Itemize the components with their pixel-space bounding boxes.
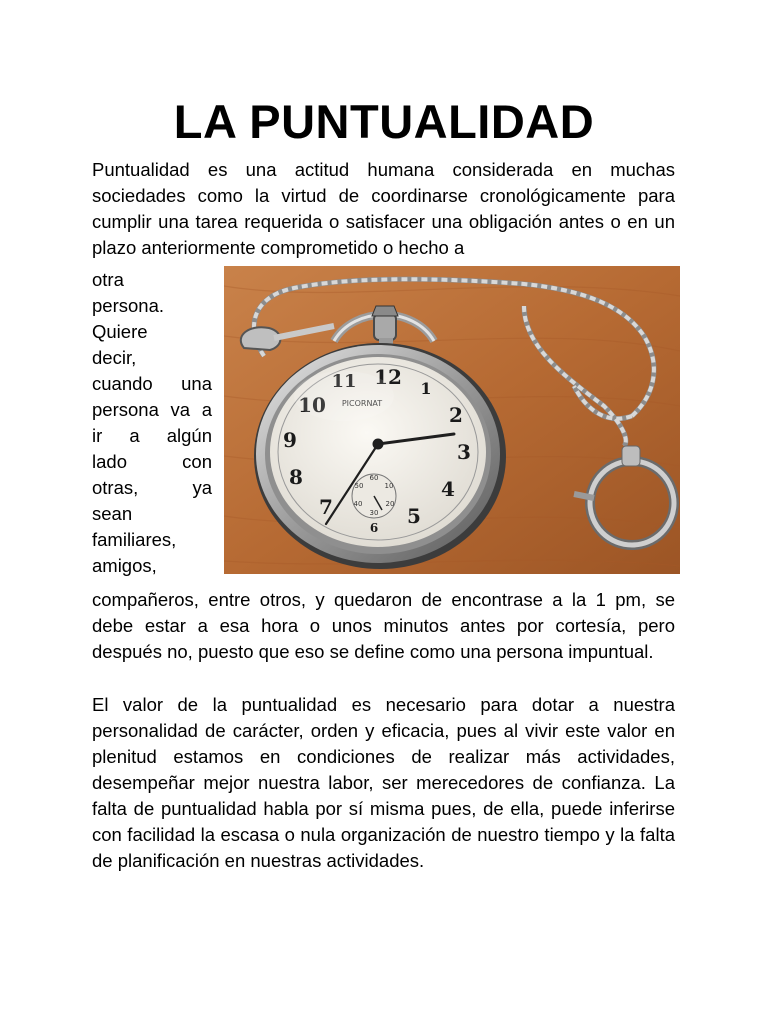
pocket-watch-photo (224, 266, 680, 574)
side-line: otras, ya (92, 477, 212, 498)
page-title: LA PUNTUALIDAD (173, 95, 595, 148)
value-paragraph: El valor de la puntualidad es necesario para dotar a nuestra personalidad de carácter, orden y eficacia, pues al vivir este valor en plenitud estamos en condiciones de realizar más actividades, desempeñar mejor nuestra labor, ser merecedores de confianza. La falta de puntualidad habla por sí misma pues, de ella, puede inferirse con facilidad la escasa o nula organización de nuestro tiempo y la falta de planificación en nuestras actividades. (92, 694, 675, 871)
side-line: decir, (92, 347, 137, 368)
subdial-numeral: 50 (354, 482, 364, 490)
continuation-paragraph: compañeros, entre otros, y quedaron de encontrase a la 1 pm, se debe estar a esa hora o unos minutos antes por cortesía, pero después no, puesto que eso se define como una persona impuntual. (92, 589, 675, 662)
wrapped-text-column (92, 267, 212, 579)
seconds-subdial (352, 474, 396, 518)
side-line: otra (92, 269, 124, 290)
numeral-2: 2 (449, 403, 463, 427)
side-line: amigos, (92, 555, 157, 576)
subdial-numeral: 20 (385, 500, 395, 508)
numeral-1: 1 (420, 379, 432, 398)
numeral-8: 8 (289, 465, 303, 489)
numeral-3: 3 (457, 440, 471, 464)
numeral-6: 6 (369, 521, 379, 535)
side-line: persona. (92, 295, 164, 316)
side-line: persona va a (92, 399, 212, 420)
side-line: Quiere (92, 321, 148, 342)
subdial-numeral: 60 (369, 474, 379, 482)
side-line: familiares, (92, 529, 177, 550)
subdial-numeral: 10 (384, 482, 394, 490)
subdial-numeral: 30 (369, 509, 379, 517)
side-line: lado con (92, 451, 212, 472)
side-line: sean (92, 503, 133, 524)
side-line: cuando una (92, 373, 212, 394)
numeral-4: 4 (441, 477, 455, 501)
numeral-9: 9 (283, 428, 297, 452)
numeral-7: 7 (319, 495, 333, 519)
numeral-12: 12 (374, 365, 402, 389)
side-line: ir a algún (92, 425, 212, 446)
numeral-5: 5 (407, 504, 421, 528)
numeral-11: 11 (331, 371, 357, 392)
numeral-10: 10 (298, 393, 326, 417)
intro-paragraph: Puntualidad es una actitud humana considerada en muchas sociedades como la virtud de coordinarse cronológicamente para cumplir una tarea requerida o satisfacer una obligación antes o en un plazo anteriormente comprometido o hecho a (92, 159, 675, 258)
watch-brand: PICORNAT (341, 399, 383, 408)
subdial-numeral: 40 (353, 500, 363, 508)
